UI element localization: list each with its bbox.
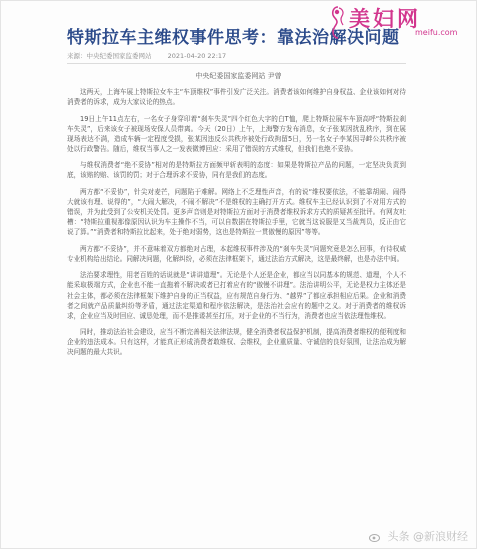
article-source: 来源：中央纪委国家监委网站: [67, 52, 152, 60]
watermark: [369, 528, 468, 544]
article-body: [67, 87, 406, 364]
watermark-text: 头条 @新浪财经: [387, 530, 468, 543]
lady-silhouette-icon: [325, 5, 351, 39]
article-meta: [67, 51, 406, 60]
paragraph: 同时，推动法治社会建设，应当不断完善相关法律法规，健全消费者权益保护机制，提高消费者维权的便利度和企业的违法成本。只有这样，才能真正形成消费者敢维权、会维权，企业重质量、守诚信的良好氛围，让法治成为解决问题的最大共识。: [67, 328, 406, 357]
title-divider: [67, 63, 406, 64]
paragraph: 两方都“不妥协”，针尖对麦芒，问题陷于难解。网络上不乏理性声音，有的说“维权要依法，不能靠胡闹、闹得大就该有理、说得的”，“大闹大解决，不闹不解决”不是维权的主确打开方式。维权车主已经认识到了不对用方式的错误，并为此受到了公安机关处罚。更多声音则是对特斯拉方面对于消费者维权诉求方式的质疑甚至批评。有网友吐槽：“特斯拉重视那像原因认识为车主操作不当，可以自数据在特斯拉手里，它就当这说服是又当裁判员，反正由它说了算。”“消费者和特斯拉比起来，处于绝对弱势，这也是特斯拉一贯傲慢的原因”等等。: [67, 187, 406, 237]
article-title: 特斯拉车主维权事件思考：靠法治解决问题: [67, 28, 400, 48]
paragraph: 19日上午11点左右，一名女子身穿印着“刹车失灵”四个红色大字的白T恤，爬上特斯拉展车车顶高呼“特斯拉刹车失灵”，后来该女子被现场安保人员带离。今天（20日）上午，上海警方发布消息，女子张某因扰乱秩序，到在展现场表达不满，造成车辆一定程度受损，张某因违反公共秩序被处行政拘留5日，另一名女子李某因寻衅公共秩序被处以行政警告。随后，维权当事人之一发表微博回应：采用了错误的方式维权，但我们也绝不妥协。: [67, 114, 406, 153]
weibo-icon: [369, 532, 381, 542]
paragraph: 两方都“不妥协”，并不意味着双方都绝对占理，本起维权事件涉及的“刹车失灵”问题究竟是怎么回事，有待权威专业机构给出结论。同解决问题，化解纠纷，必须在法律框架下，通过法治方式解决，这是最终解，也是办法中间。: [67, 244, 406, 263]
paragraph: 法治要求理性，用老百姓的话说就是“讲讲道理”。无论是个人还是企业，都应当以同基本的规范、道理，个人不能采取极端方式，企业也不能一直拖着不解决或者已打着应有的“傲慢不讲理”。法治讲明公平，无论是权力主体还是社会主体，都必须在法律框架下维护自身的正当权益，应有规范自身行为、“越界”了都应承担相应后果。企业和消费者之间就产品质量纠纷等矛盾，通过法定渠道和程序依法解决，是法治社会应有的题中之义。对于消费者的维权诉求，企业应当及时回应、诚恳处理，而不是推诿甚至打压，对于企业的不当行为，消费者也应当依法理性维权。: [67, 271, 406, 320]
paragraph: 与维权消费者“绝不妥协”相对的是特斯拉方面频甲斩表明的态度：如果是特斯拉产品的问题，一定坚决负责到底，该赔的赔、该罚的罚；对于合理诉求不妥协，同有是我们的态度。: [67, 161, 406, 180]
article-date: 2021-04-20 22:17: [167, 52, 227, 60]
logo-text: 美妇网: [349, 7, 421, 31]
article-byline: 中央纪委国家监委网站 尹曾: [195, 72, 282, 80]
paragraph: 这两天，上海车展上特斯拉女车主“车顶维权”事件引发广泛关注。消费者该如何维护自身权益、企业该如何对待消费者的诉求，成为大家议论的热点。: [67, 88, 406, 107]
site-logo[interactable]: [319, 3, 477, 41]
logo-domain: meifu.com: [415, 28, 458, 37]
